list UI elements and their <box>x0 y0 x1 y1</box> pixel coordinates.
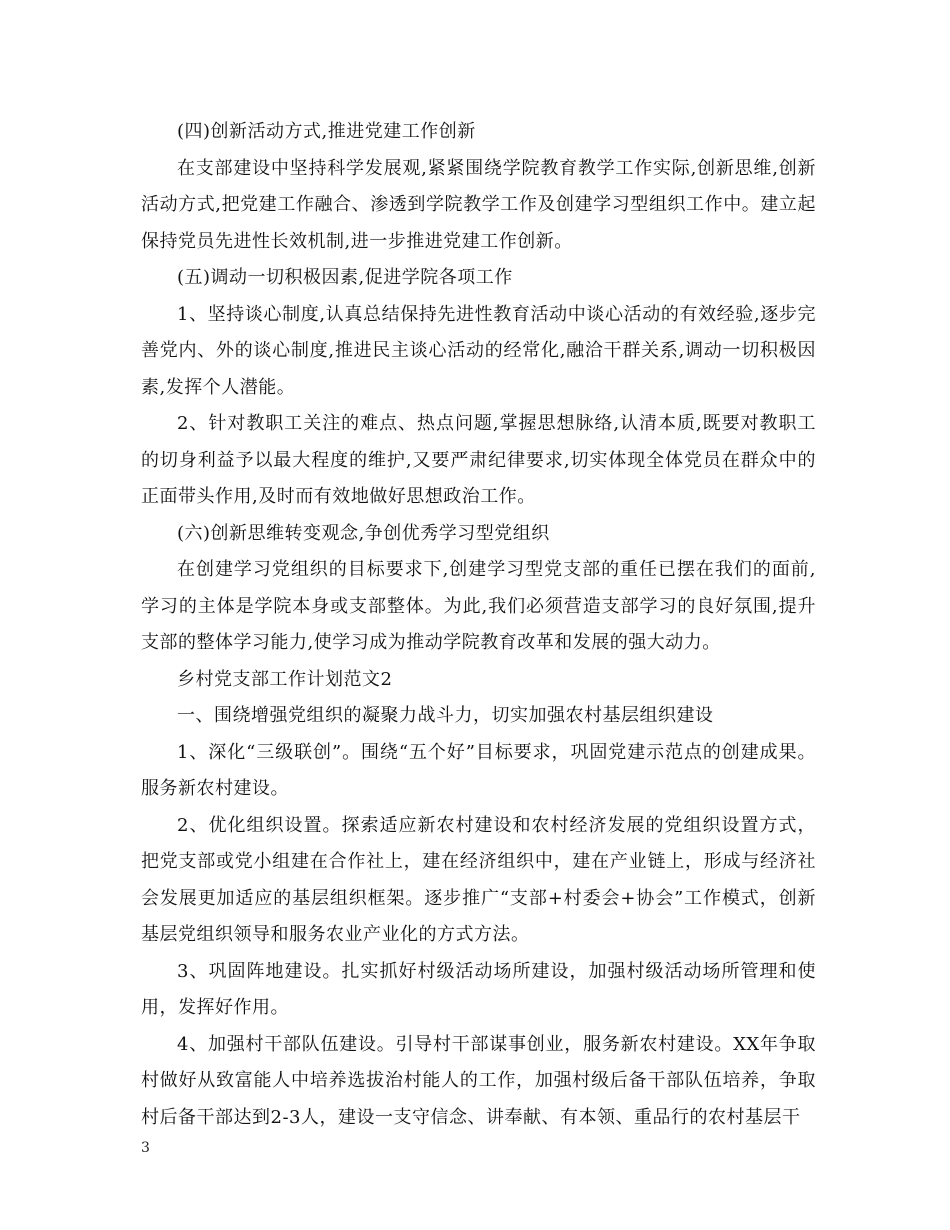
document-title: 乡村党支部工作计划范文2 <box>177 668 393 690</box>
body-paragraph: 3、巩固阵地建设。扎实抓好村级活动场所建设，加强村级活动场所管理和使用，发挥好作用。 <box>141 960 816 1018</box>
section-heading: (六)创新思维转变观念,争创优秀学习型党组织 <box>177 522 550 544</box>
section-heading: (四)创新活动方式,推进党建工作创新 <box>177 121 476 142</box>
body-paragraph: 1、坚持谈心制度,认真总结保持先进性教育活动中谈心活动的有效经验,逐步完善党内、外的谈心制度,推进民主谈心活动的经常化,融洽干群关系,调动一切积极因素,发挥个人潜能。 <box>141 303 816 398</box>
section-heading: 一、围绕增强党组织的凝聚力战斗力，切实加强农村基层组织建设 <box>177 705 714 726</box>
body-paragraph: 2、针对教职工关注的难点、热点问题,掌握思想脉络,认清本质,既要对教职工的切身利益予以最大程度的维护,又要严肃纪律要求,切实体现全体党员在群众中的正面带头作用,及时而有效地做好思想政治工作。 <box>141 413 816 507</box>
page-number: 3 <box>141 1140 150 1156</box>
document-body <box>141 114 816 1136</box>
body-paragraph: 在支部建设中坚持科学发展观,紧紧围绕学院教育教学工作实际,创新思维,创新活动方式,把党建工作融合、渗透到学院教学工作及创建学习型组织工作中。建立起保持党员先进性长效机制,进一步推进党建工作创新。 <box>141 157 816 252</box>
body-paragraph: 在创建学习党组织的目标要求下,创建学习型党支部的重任已摆在我们的面前,学习的主体是学院本身或支部整体。为此,我们必须营造支部学习的良好氛围,提升支部的整体学习能力,使学习成为推动学院教育改革和发展的强大动力。 <box>141 559 816 653</box>
body-paragraph: 2、优化组织设置。探索适应新农村建设和农村经济发展的党组织设置方式，把党支部或党小组建在合作社上，建在经济组织中，建在产业链上，形成与经济社会发展更加适应的基层组织框架。逐步推广“支部+村委会+协会”工作模式，创新基层党组织领导和服务农业产业化的方式方法。 <box>141 814 816 945</box>
body-paragraph: 4、加强村干部队伍建设。引导村干部谋事创业，服务新农村建设。XX年争取村做好从致富能人中培养选拔治村能人的工作，加强村级后备干部队伍培养，争取村后备干部达到2-3人，建设一支守信念、讲奉献、有本领、重品行的农村基层干 <box>141 1033 816 1128</box>
body-paragraph: 1、深化“三级联创”。围绕“五个好”目标要求，巩固党建示范点的创建成果。服务新农村建设。 <box>141 741 816 799</box>
section-heading: (五)调动一切积极因素,促进学院各项工作 <box>177 267 513 288</box>
